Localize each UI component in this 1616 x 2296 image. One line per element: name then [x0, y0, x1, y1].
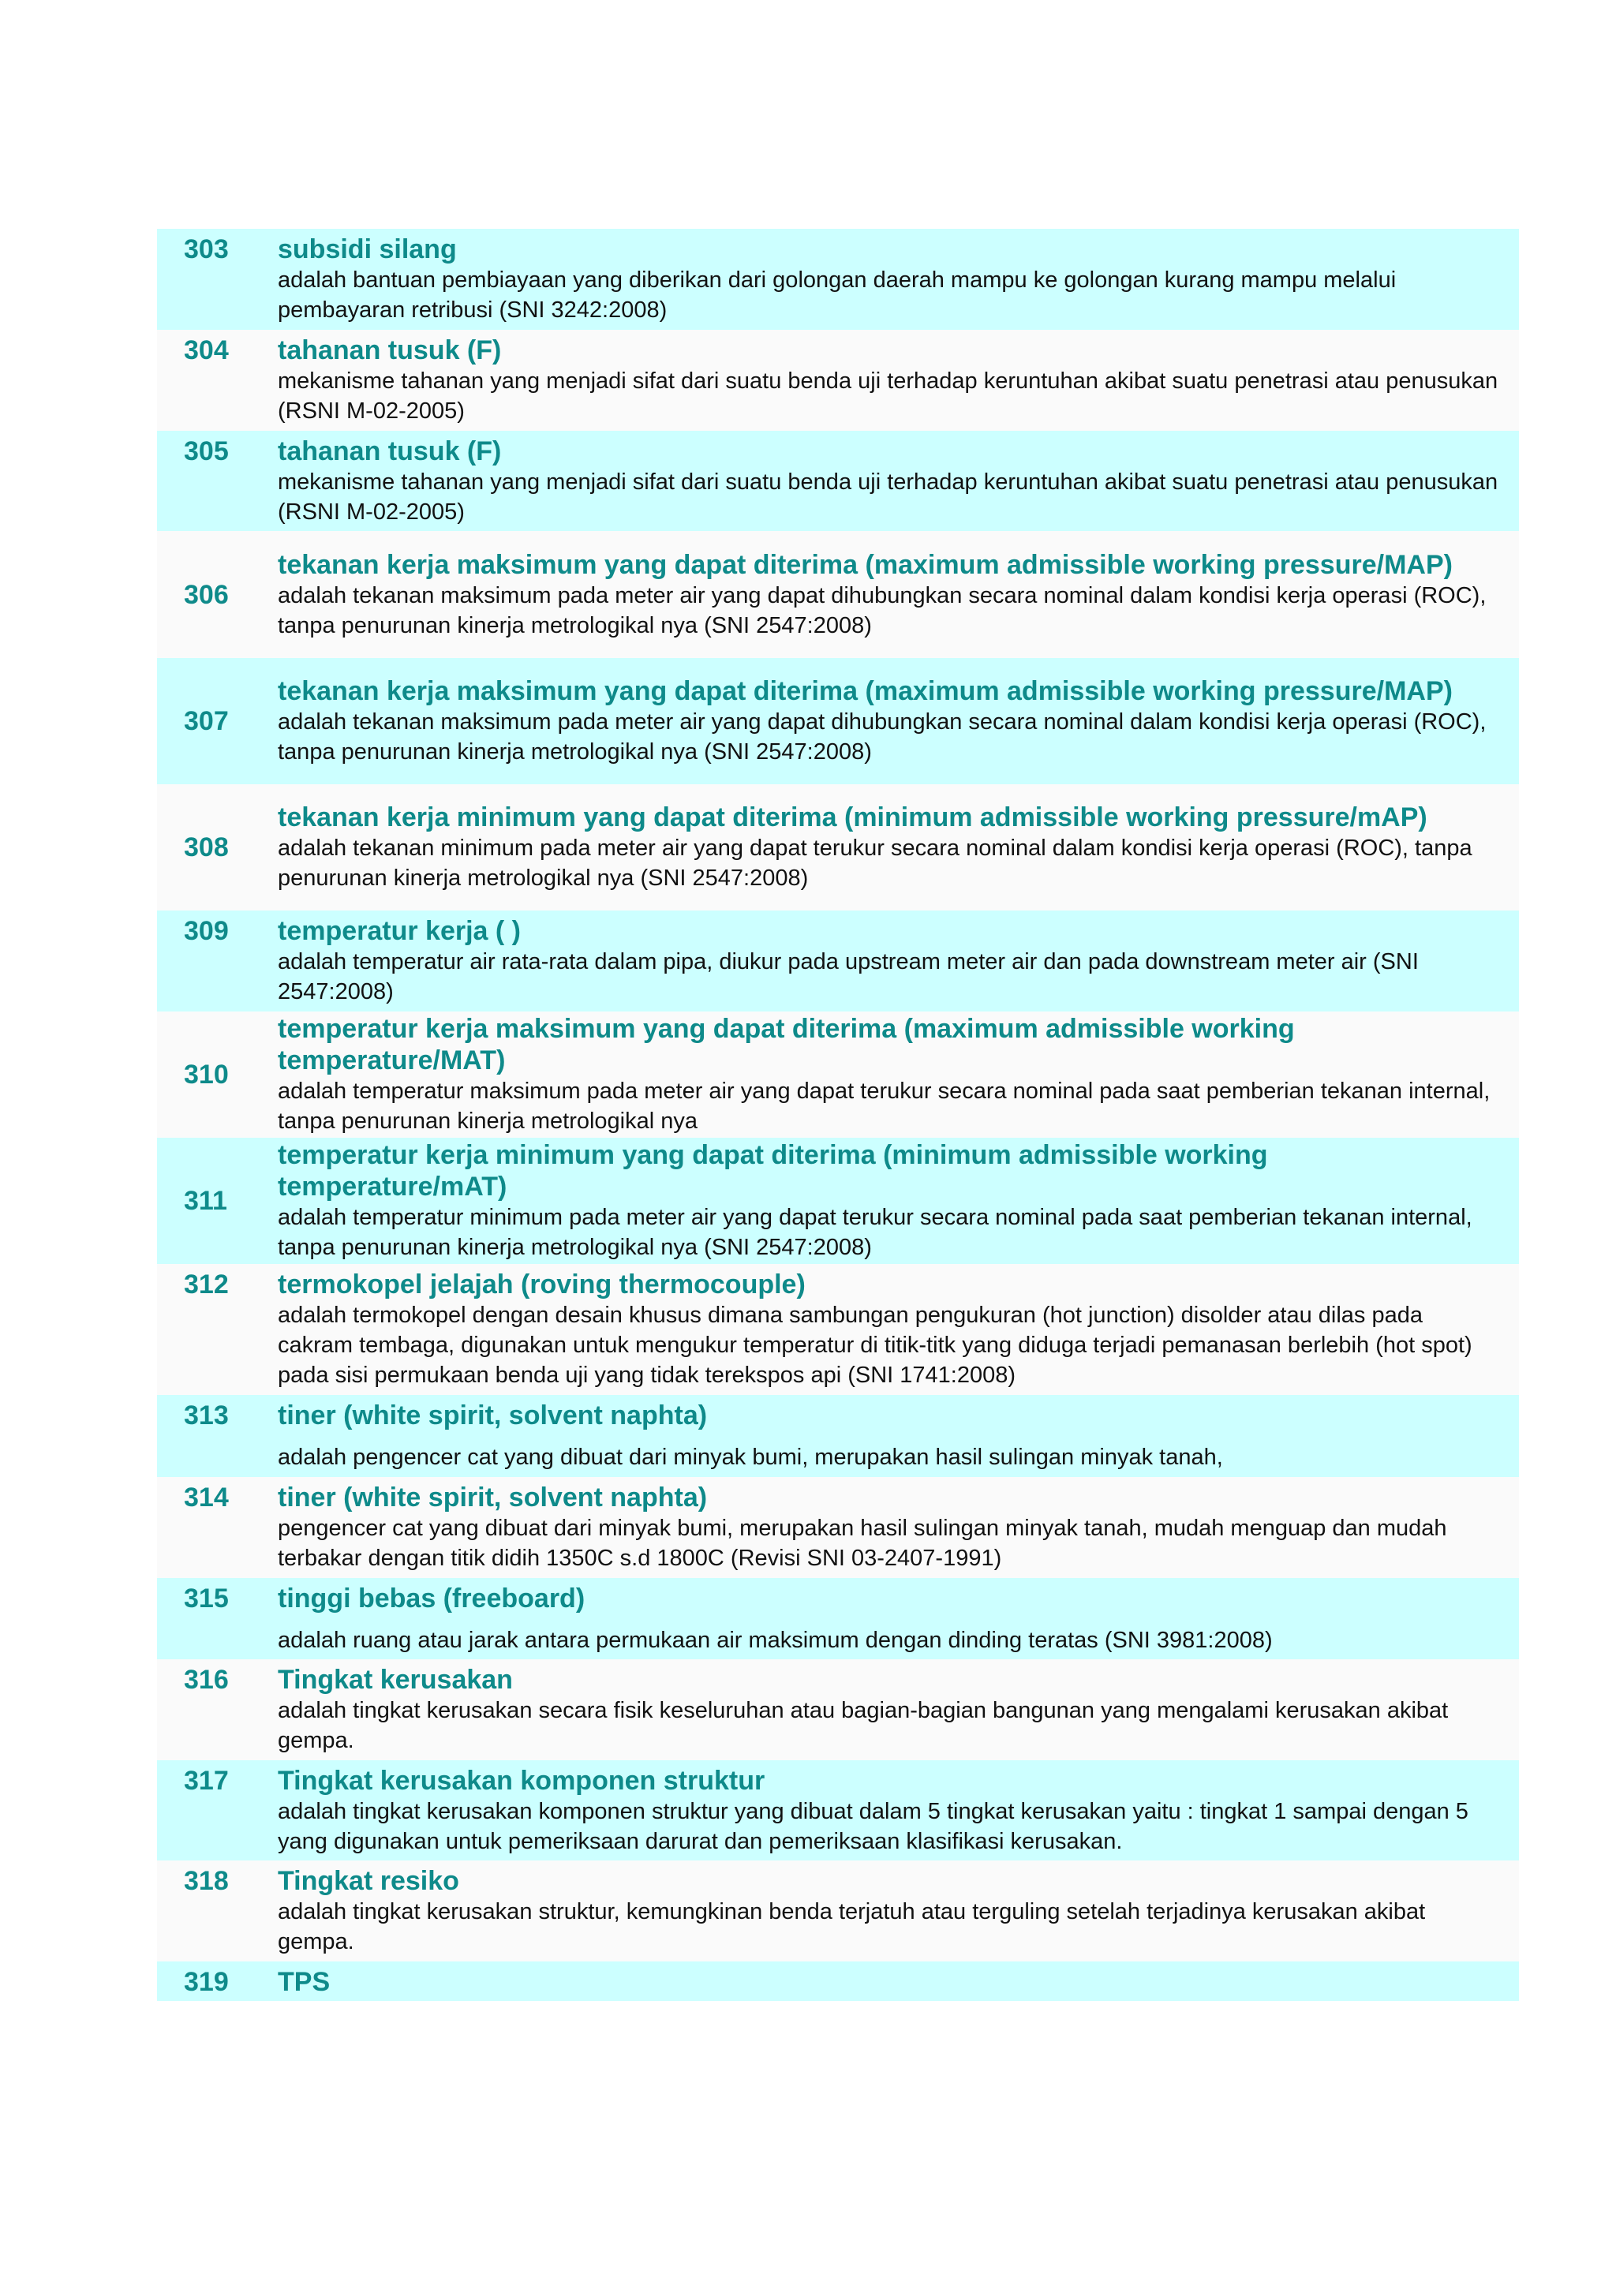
- entry-term: tekanan kerja minimum yang dapat diterima (minimum admissible working pressure/mAP): [278, 802, 1427, 832]
- glossary-entry: [157, 531, 1519, 658]
- entry-definition: adalah termokopel dengan desain khusus dimana sambungan pengukuran (hot junction) disolder atau dilas pada cakram tembaga, digunakan untuk mengukur temperatur di titik-titk yang diduga terjadi pemanasan berlebih (hot spot) pada sisi permukaan benda uji yang tidak terekspos api (SNI 1741:2008): [278, 1303, 1472, 1388]
- entry-number: 312: [184, 1270, 229, 1299]
- glossary-table: [157, 229, 1519, 2001]
- entry-number: 306: [184, 579, 229, 610]
- entry-number: 303: [184, 234, 229, 264]
- entry-number: 308: [184, 832, 229, 862]
- entry-content: [278, 1013, 1519, 1136]
- entry-term: Tingkat kerusakan: [278, 1665, 513, 1695]
- entry-term: subsidi silang: [278, 234, 457, 264]
- entry-content: [278, 549, 1519, 641]
- entry-content: [278, 1765, 1519, 1857]
- glossary-entry: [157, 1477, 1519, 1578]
- glossary-entry: [157, 1138, 1519, 1264]
- entry-definition: mekanisme tahanan yang menjadi sifat dari suatu benda uji terhadap keruntuhan akibat suatu penetrasi atau penusukan (RSNI M-02-2005): [278, 469, 1498, 525]
- glossary-entry: [157, 1860, 1519, 1961]
- entry-content: [278, 335, 1519, 426]
- glossary-entry: [157, 911, 1519, 1012]
- entry-definition: adalah tekanan minimum pada meter air yang dapat terukur secara nominal dalam kondisi kerja operasi (ROC), tanpa penurunan kinerja metrologikal nya (SNI 2547:2008): [278, 836, 1472, 891]
- glossary-entry: [157, 1659, 1519, 1760]
- entry-definition: pengencer cat yang dibuat dari minyak bumi, merupakan hasil sulingan minyak tanah, mudah menguap dan mudah terbakar dengan titik didih 1350C s.d 1800C (Revisi SNI 03-2407-1991): [278, 1516, 1447, 1571]
- glossary-entry: [157, 1961, 1519, 2001]
- glossary-entry: [157, 431, 1519, 531]
- glossary-entry: [157, 1578, 1519, 1659]
- entry-number: 304: [184, 335, 229, 365]
- entry-definition: mekanisme tahanan yang menjadi sifat dari suatu benda uji terhadap keruntuhan akibat suatu penetrasi atau penusukan (RSNI M-02-2005): [278, 368, 1498, 424]
- entry-term: temperatur kerja ( ): [278, 916, 521, 946]
- entry-number: 316: [184, 1665, 229, 1695]
- entry-content: [278, 436, 1519, 527]
- entry-definition: adalah ruang atau jarak antara permukaan air maksimum dengan dinding teratas (SNI 3981:2008): [278, 1628, 1273, 1653]
- glossary-entry: [157, 1395, 1519, 1477]
- entry-number: 309: [184, 916, 229, 946]
- entry-number: 317: [184, 1766, 229, 1796]
- entry-content: [278, 1583, 1519, 1655]
- entry-definition: adalah bantuan pembiayaan yang diberikan dari golongan daerah mampu ke golongan kurang mampu melalui pembayaran retribusi (SNI 3242:2008): [278, 267, 1397, 323]
- entry-number: 311: [184, 1186, 227, 1216]
- entry-term: tinggi bebas (freeboard): [278, 1584, 585, 1614]
- entry-definition: adalah tingkat kerusakan struktur, kemungkinan benda terjatuh atau terguling setelah terjadinya kerusakan akibat gempa.: [278, 1899, 1426, 1954]
- entry-definition: adalah pengencer cat yang dibuat dari minyak bumi, merupakan hasil sulingan minyak tanah,: [278, 1445, 1223, 1470]
- entry-term: tahanan tusuk (F): [278, 335, 502, 365]
- glossary-entry: [157, 784, 1519, 911]
- entry-definition: adalah temperatur maksimum pada meter air yang dapat terukur secara nominal pada saat pemberian tekanan internal, tanpa penurunan kinerja metrologikal nya: [278, 1079, 1491, 1134]
- entry-term: Tingkat kerusakan komponen struktur: [278, 1766, 765, 1796]
- glossary-entry: [157, 229, 1519, 330]
- entry-content: [278, 1865, 1519, 1957]
- glossary-entry: [157, 1264, 1519, 1395]
- entry-content: [278, 915, 1519, 1007]
- entry-content: [278, 1400, 1519, 1472]
- glossary-entry: [157, 658, 1519, 784]
- entry-definition: adalah tekanan maksimum pada meter air yang dapat dihubungkan secara nominal dalam kondisi kerja operasi (ROC), tanpa penurunan kinerja metrologikal nya (SNI 2547:2008): [278, 582, 1487, 638]
- entry-content: [278, 1482, 1519, 1573]
- entry-definition: adalah tekanan maksimum pada meter air yang dapat dihubungkan secara nominal dalam kondisi kerja operasi (ROC), tanpa penurunan kinerja metrologikal nya (SNI 2547:2008): [278, 709, 1487, 765]
- glossary-entry: [157, 1760, 1519, 1860]
- entry-content: [278, 1269, 1519, 1390]
- entry-number: 315: [184, 1584, 229, 1614]
- entry-term: tiner (white spirit, solvent naphta): [278, 1400, 708, 1430]
- entry-number: 314: [184, 1483, 229, 1513]
- entry-definition: adalah temperatur air rata-rata dalam pipa, diukur pada upstream meter air dan pada downstream meter air (SNI 2547:2008): [278, 949, 1419, 1004]
- entry-content: [278, 1664, 1519, 1756]
- entry-term: tekanan kerja maksimum yang dapat diterima (maximum admissible working pressure/MAP): [278, 676, 1453, 706]
- entry-term: tiner (white spirit, solvent naphta): [278, 1483, 708, 1513]
- entry-number: 307: [184, 706, 229, 736]
- entry-term: Tingkat resiko: [278, 1866, 459, 1896]
- entry-content: [278, 675, 1519, 767]
- entry-definition: adalah temperatur minimum pada meter air yang dapat terukur secara nominal pada saat pemberian tekanan internal, tanpa penurunan kinerja metrologikal nya (SNI 2547:2008): [278, 1205, 1472, 1260]
- entry-term: tahanan tusuk (F): [278, 436, 502, 466]
- entry-number: 305: [184, 436, 229, 466]
- entry-content: [278, 1139, 1519, 1262]
- entry-term: temperatur kerja minimum yang dapat diterima (minimum admissible working temperature/mAT): [278, 1140, 1268, 1202]
- entry-number: 313: [184, 1400, 229, 1430]
- entry-term: temperatur kerja maksimum yang dapat diterima (maximum admissible working temperature/MAT): [278, 1014, 1295, 1075]
- entry-number: 319: [184, 1967, 229, 1997]
- glossary-entry: [157, 1012, 1519, 1138]
- glossary-entry: [157, 330, 1519, 431]
- entry-number: 310: [184, 1060, 229, 1090]
- entry-definition: adalah tingkat kerusakan secara fisik keseluruhan atau bagian-bagian bangunan yang mengalami kerusakan akibat gempa.: [278, 1698, 1449, 1753]
- entry-content: [278, 802, 1519, 893]
- entry-content: [278, 1966, 1519, 1998]
- entry-number: 318: [184, 1866, 229, 1896]
- entry-term: TPS: [278, 1967, 331, 1997]
- entry-content: [278, 234, 1519, 325]
- entry-term: termokopel jelajah (roving thermocouple): [278, 1270, 806, 1299]
- entry-definition: adalah tingkat kerusakan komponen struktur yang dibuat dalam 5 tingkat kerusakan yaitu : tingkat 1 sampai dengan 5 yang digunakan untuk pemeriksaan darurat dan pemeriksaan klasifikasi kerusakan.: [278, 1799, 1468, 1854]
- entry-term: tekanan kerja maksimum yang dapat diterima (maximum admissible working pressure/MAP): [278, 549, 1453, 580]
